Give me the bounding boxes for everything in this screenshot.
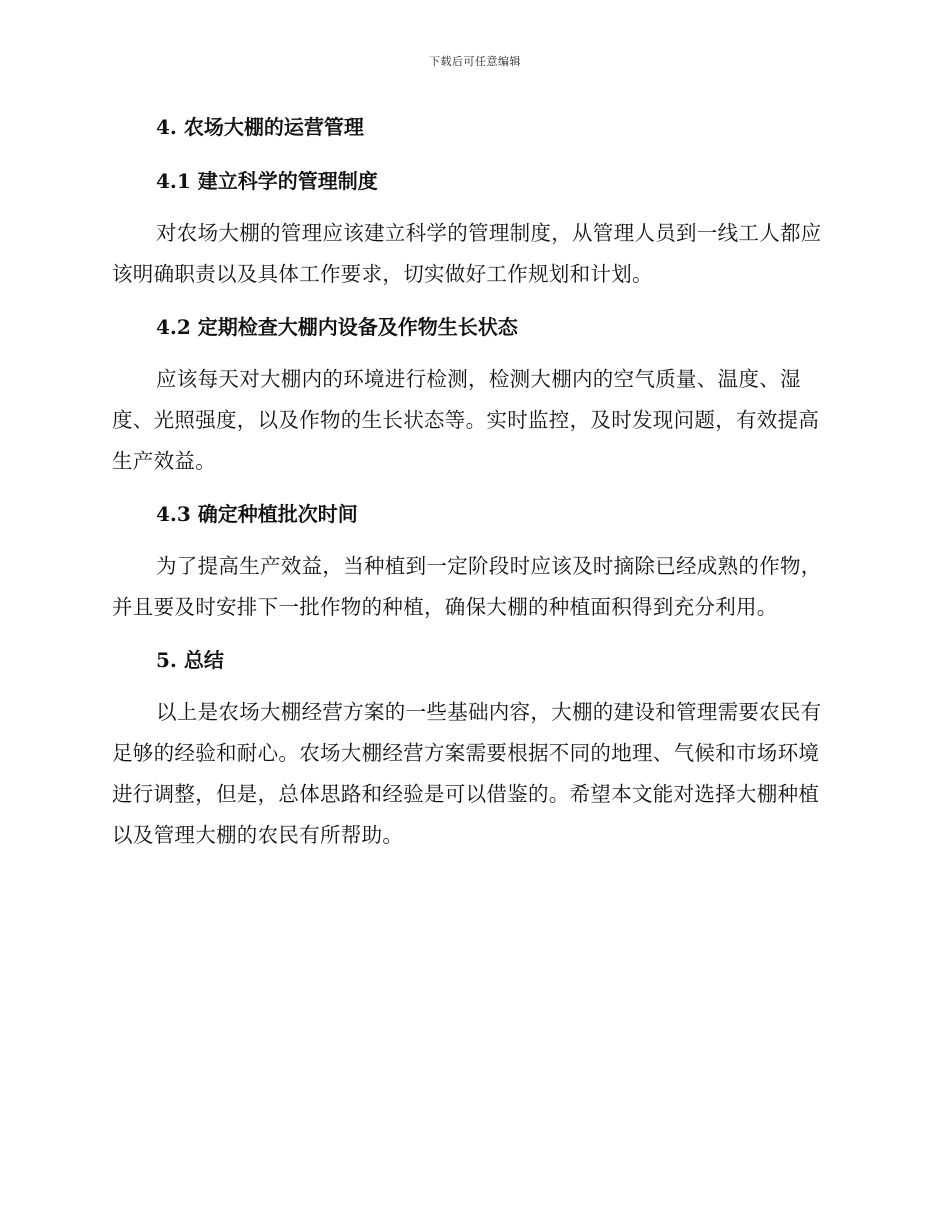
paragraph-4-3: 为了提高生产效益，当种植到一定阶段时应该及时摘除已经成熟的作物，并且要及时安排下一批作物的种植，确保大棚的种植面积得到充分利用。 — [112, 554, 822, 619]
section-heading-4-2: 4.2 定期检查大棚内设备及作物生长状态 — [156, 315, 518, 339]
section-heading-4-3: 4.3 确定种植批次时间 — [156, 502, 358, 526]
page-header: 下载后可任意编辑 — [429, 55, 521, 68]
document-body — [112, 110, 832, 856]
section-heading-4: 4. 农场大棚的运营管理 — [156, 115, 364, 139]
section-heading-5: 5. 总结 — [156, 648, 224, 672]
section-heading-4-1: 4.1 建立科学的管理制度 — [156, 169, 378, 193]
paragraph-4-2: 应该每天对大棚内的环境进行检测，检测大棚内的空气质量、温度、湿度、光照强度，以及作物的生长状态等。实时监控，及时发现问题，有效提高生产效益。 — [112, 367, 820, 473]
paragraph-4-1: 对农场大棚的管理应该建立科学的管理制度，从管理人员到一线工人都应该明确职责以及具体工作要求，切实做好工作规划和计划。 — [112, 221, 822, 286]
paragraph-5: 以上是农场大棚经营方案的一些基础内容，大棚的建设和管理需要农民有足够的经验和耐心。农场大棚经营方案需要根据不同的地理、气候和市场环境进行调整，但是，总体思路和经验是可以借鉴的。希望本文能对选择大棚种植以及管理大棚的农民有所帮助。 — [112, 700, 822, 847]
